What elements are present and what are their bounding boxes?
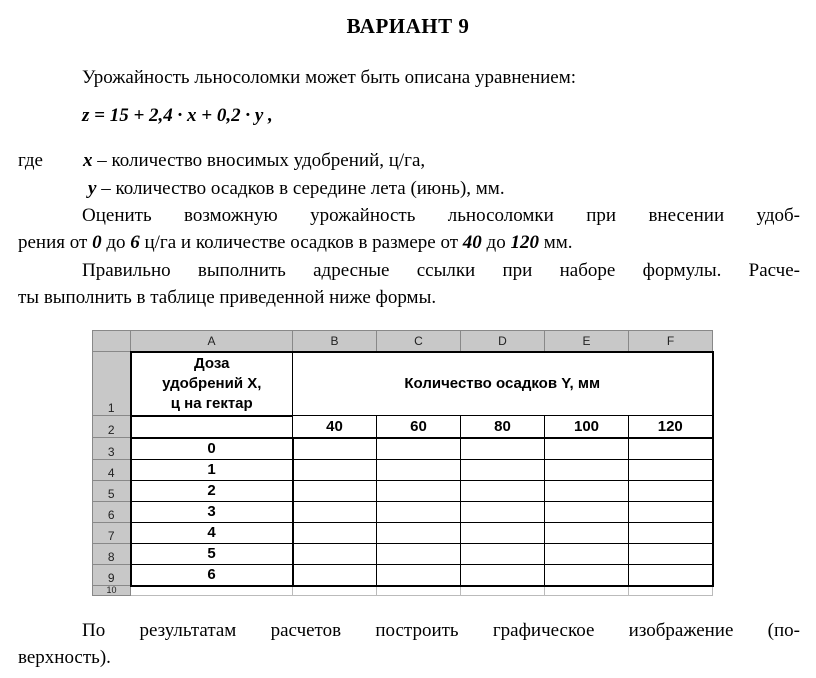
row-header[interactable]: 7 [93,522,131,543]
result-cell[interactable] [461,480,545,501]
dose-cell[interactable]: 4 [131,522,293,543]
result-cell[interactable] [629,501,713,522]
result-cell[interactable] [545,522,629,543]
var-y: y [88,178,97,199]
result-cell[interactable] [629,522,713,543]
result-cell[interactable] [293,438,377,460]
spreadsheet [92,330,714,596]
result-cell[interactable] [545,564,629,586]
instr-line-2: ты выполнить в таблице приведенной ниже формы. [18,287,437,308]
result-cell[interactable] [461,501,545,522]
result-cell[interactable] [293,459,377,480]
result-cell[interactable] [629,543,713,564]
result-cell[interactable] [629,438,713,460]
y-description: – количество осадков в середине лета (июнь), мм. [96,178,505,199]
x-description: – количество вносимых удобрений, ц/га, [92,150,426,171]
row-header[interactable]: 5 [93,480,131,501]
result-cell[interactable] [293,480,377,501]
dose-cell[interactable]: 2 [131,480,293,501]
result-cell[interactable] [293,522,377,543]
empty-cell[interactable] [131,586,293,596]
result-cell[interactable] [377,459,461,480]
empty-cell[interactable] [461,586,545,596]
a1-line: удобрений X, [162,374,262,392]
result-cell[interactable] [461,543,545,564]
empty-cell[interactable] [377,586,461,596]
col-header-e[interactable]: E [545,331,629,352]
col-header-a[interactable]: A [131,331,293,352]
result-cell[interactable] [377,564,461,586]
precip-cell[interactable]: 60 [377,416,461,438]
task-text: рения от [18,232,93,253]
precip-cell[interactable]: 100 [545,416,629,438]
var-x: x [82,150,93,171]
page-title: ВАРИАНТ 9 [346,14,470,38]
empty-cell[interactable] [545,586,629,596]
formula: z = 15 + 2,4 · x + 0,2 · y , [82,105,273,126]
task-text: мм. [538,232,573,253]
where-line-y [88,178,505,200]
dose-cell[interactable]: 6 [131,564,293,586]
precip-cell[interactable]: 80 [461,416,545,438]
result-cell[interactable] [377,543,461,564]
dose-min: 0 [92,232,102,253]
result-cell[interactable] [293,564,377,586]
dose-cell[interactable]: 5 [131,543,293,564]
col-header-c[interactable]: C [377,331,461,352]
cell-a2[interactable] [131,416,293,438]
result-cell[interactable] [377,480,461,501]
cell-b1-merged[interactable]: Количество осадков Y, мм [293,352,713,416]
result-cell[interactable] [377,522,461,543]
a1-line: ц на гектар [170,394,253,412]
a1-line: Доза [194,354,230,372]
cell-a1[interactable] [131,352,293,416]
empty-cell[interactable] [293,586,377,596]
col-header-d[interactable]: D [461,331,545,352]
dose-max: 6 [130,232,140,253]
outro-line-2: верхность). [18,647,111,668]
result-cell[interactable] [461,564,545,586]
result-cell[interactable] [545,480,629,501]
task-text: до [481,232,511,253]
row-header[interactable]: 2 [93,416,131,438]
result-cell[interactable] [461,438,545,460]
task-text: до [101,232,131,253]
where-word: где [18,150,43,171]
row-header[interactable]: 1 [93,352,131,416]
result-cell[interactable] [545,501,629,522]
row-header[interactable]: 10 [93,586,131,596]
task-text: ц/га и количестве осадков в размере от [139,232,463,253]
precip-min: 40 [462,232,482,253]
where-line-x [18,150,425,172]
instr-line-1: Правильно выполнить адресные ссылки при наборе формулы. Расче- [82,260,800,281]
col-header-b[interactable]: B [293,331,377,352]
result-cell[interactable] [545,438,629,460]
dose-cell[interactable]: 3 [131,501,293,522]
dose-cell[interactable]: 1 [131,459,293,480]
row-header[interactable]: 3 [93,438,131,460]
result-cell[interactable] [629,459,713,480]
result-cell[interactable] [293,501,377,522]
row-header[interactable]: 9 [93,564,131,586]
sheet-corner[interactable] [93,331,131,352]
outro-line-1: По результатам расчетов построить графическое изображение (по- [82,620,800,641]
result-cell[interactable] [461,459,545,480]
result-cell[interactable] [293,543,377,564]
row-header[interactable]: 6 [93,501,131,522]
result-cell[interactable] [629,480,713,501]
row-header[interactable]: 4 [93,459,131,480]
precip-max: 120 [510,232,539,253]
result-cell[interactable] [377,501,461,522]
precip-cell[interactable]: 120 [629,416,713,438]
result-cell[interactable] [461,522,545,543]
result-cell[interactable] [629,564,713,586]
result-cell[interactable] [545,543,629,564]
intro-text: Урожайность льносоломки может быть описана уравнением: [82,67,577,88]
result-cell[interactable] [545,459,629,480]
row-header[interactable]: 8 [93,543,131,564]
result-cell[interactable] [377,438,461,460]
col-header-f[interactable]: F [629,331,713,352]
empty-cell[interactable] [629,586,713,596]
precip-cell[interactable]: 40 [293,416,377,438]
dose-cell[interactable]: 0 [131,438,293,460]
task-line-2 [18,232,573,254]
task-line-1: Оценить возможную урожайность льносоломки при внесении удоб- [82,205,800,226]
